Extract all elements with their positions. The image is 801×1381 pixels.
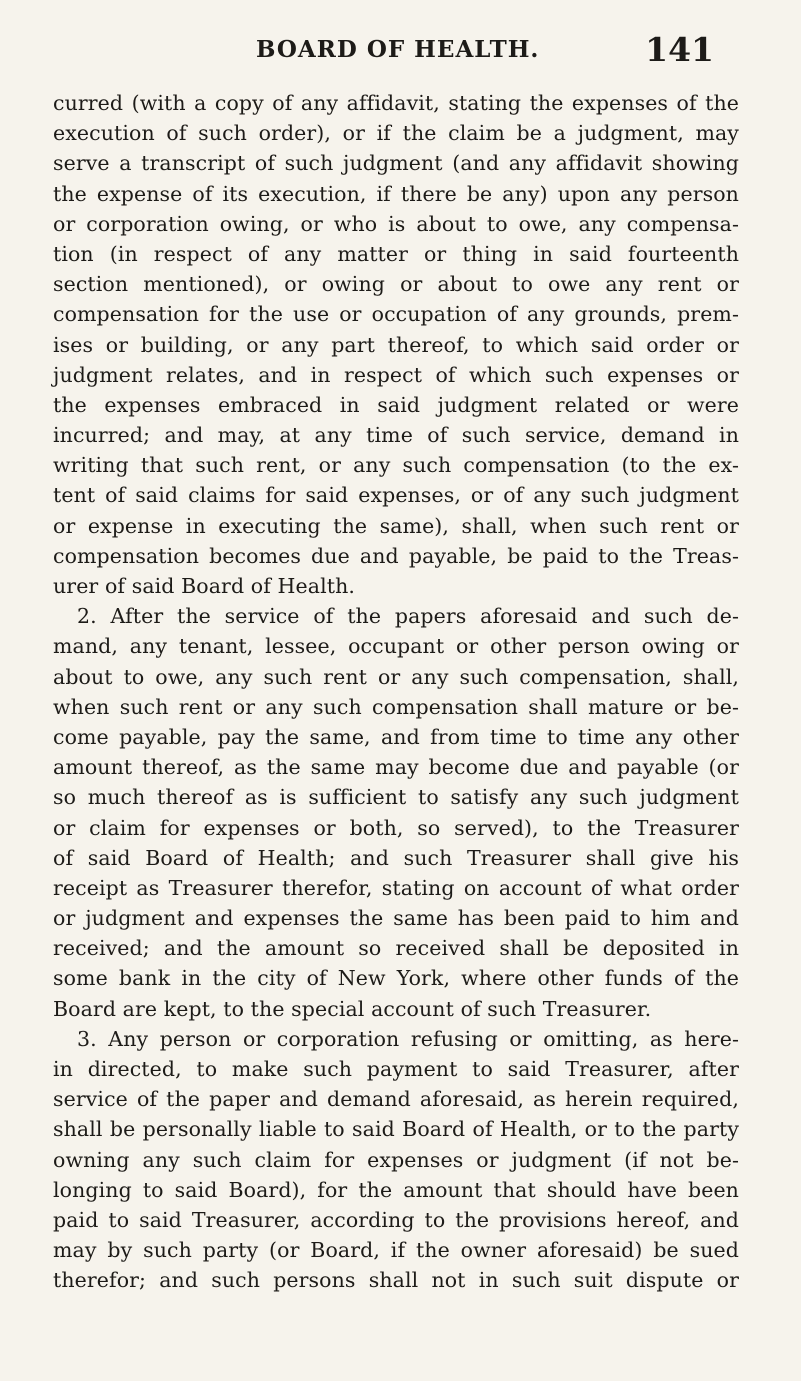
text-line: execution of such order), or if the claim be a judgment, may xyxy=(53,121,739,146)
text-line: serve a transcript of such judgment (and any affidavit showing xyxy=(53,151,739,176)
text-line: of said Board of Health; and such Treasurer shall give his xyxy=(53,845,739,870)
text-line: come payable, pay the same, and from time to time any other xyxy=(53,724,739,749)
text-line: the expenses embraced in said judgment related or were xyxy=(53,392,739,417)
text-line: owning any such claim for expenses or judgment (if not be- xyxy=(53,1147,739,1172)
text-line: received; and the amount so received shall be deposited in xyxy=(53,936,739,961)
text-line: paid to said Treasurer, according to the provisions hereof, and xyxy=(53,1207,739,1232)
text-line: section mentioned), or owing or about to owe any rent or xyxy=(53,272,739,297)
running-head xyxy=(256,30,714,70)
text-line: therefor; and such persons shall not in such suit dispute or xyxy=(53,1268,739,1293)
text-line: incurred; and may, at any time of such service, demand in xyxy=(53,423,739,448)
text-line: shall be personally liable to said Board of Health, or to the party xyxy=(53,1117,739,1142)
text-line: longing to said Board), for the amount that should have been xyxy=(53,1177,739,1202)
text-line: receipt as Treasurer therefor, stating on account of what order xyxy=(53,875,739,900)
text-line: so much thereof as is sufficient to satisfy any such judgment xyxy=(53,785,739,810)
text-line: curred (with a copy of any affidavit, stating the expenses of the xyxy=(53,91,739,115)
text-line: ises or building, or any part thereof, to which said order or xyxy=(53,332,739,357)
page-number: 141 xyxy=(645,30,714,69)
text-line: may by such party (or Board, if the owner aforesaid) be sued xyxy=(53,1238,739,1263)
text-line: or judgment and expenses the same has been paid to him and xyxy=(53,906,739,931)
section-3-start-line: 3. Any person or corporation refusing or omitting, as here- xyxy=(77,1026,739,1051)
text-line: about to owe, any such rent or any such compensation, shall, xyxy=(53,664,739,689)
text-line: tent of said claims for said expenses, or of any such judgment xyxy=(53,483,739,508)
section-2-start-line: 2. After the service of the papers aforesaid and such de- xyxy=(77,604,739,629)
text-line: or corporation owing, or who is about to owe, any compensa- xyxy=(53,211,739,236)
text-line: some bank in the city of New York, where other funds of the xyxy=(53,966,739,991)
text-line: when such rent or any such compensation shall mature or be- xyxy=(53,694,739,719)
text-line: judgment relates, and in respect of which such expenses or xyxy=(53,362,739,387)
text-line: writing that such rent, or any such compensation (to the ex- xyxy=(53,453,739,478)
text-line: in directed, to make such payment to said Treasurer, after xyxy=(53,1057,739,1081)
text-line: tion (in respect of any matter or thing in said fourteenth xyxy=(53,241,739,266)
text-line: compensation for the use or occupation of any grounds, prem- xyxy=(53,302,739,327)
text-line: the expense of its execution, if there be any) upon any person xyxy=(53,181,739,206)
paragraph-end-line: urer of said Board of Health. xyxy=(53,574,355,598)
text-line: service of the paper and demand aforesaid, as herein required, xyxy=(53,1087,739,1112)
text-line: or claim for expenses or both, so served), to the Treasurer xyxy=(53,815,739,840)
running-title: BOARD OF HEALTH. xyxy=(256,36,540,63)
text-line: mand, any tenant, lessee, occupant or other person owing or xyxy=(53,634,739,659)
text-line: compensation becomes due and payable, be paid to the Treas- xyxy=(53,543,739,568)
text-line: amount thereof, as the same may become due and payable (or xyxy=(53,755,739,780)
paragraph-end-line: Board are kept, to the special account of such Treasurer. xyxy=(53,996,652,1021)
text-line: or expense in executing the same), shall, when such rent or xyxy=(53,513,739,538)
body-text xyxy=(53,88,739,1296)
